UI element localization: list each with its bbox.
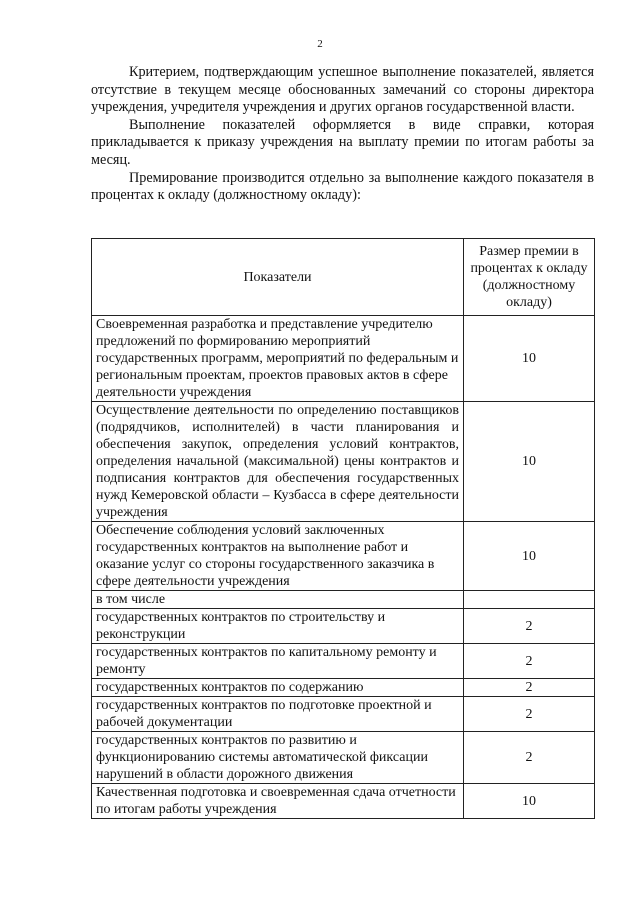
indicator-cell: государственных контрактов по развитию и функционированию системы автоматической фиксации нарушений в области дорожного движения [92,732,464,784]
value-cell: 2 [464,609,595,644]
indicator-cell: в том числе [92,591,464,609]
indicator-cell: государственных контрактов по подготовке проектной и рабочей документации [92,697,464,732]
table-row [92,522,595,591]
value-cell: 2 [464,732,595,784]
value-cell [464,591,595,609]
table-row [92,402,595,522]
value-cell: 10 [464,402,595,522]
indicator-cell: Своевременная разработка и представление учредителю предложений по формированию мероприятий государственных программ, мероприятий по федеральным и региональным проектам, проектов правовых актов в сфере деятельности учреждения [92,316,464,402]
paragraph-certificate: Выполнение показателей оформляется в виде справки, которая прикладывается к приказу учреждения на выплату премии по итогам работы за месяц. [91,116,594,168]
indicator-cell: Обеспечение соблюдения условий заключенных государственных контрактов на выполнение работ и оказание услуг со стороны государственного заказчика в сфере деятельности учреждения [92,522,464,591]
indicator-cell: государственных контрактов по строительству и реконструкции [92,609,464,644]
header-bonus-size: Размер премии в процентах к окладу (должностному окладу) [464,239,595,316]
table-row [92,644,595,679]
table-row [92,316,595,402]
value-cell: 2 [464,697,595,732]
table-row [92,732,595,784]
table-header-row [92,239,595,316]
table-row [92,784,595,819]
indicator-cell: государственных контрактов по содержанию [92,679,464,697]
table-row [92,697,595,732]
table-row [92,609,595,644]
bonus-table [91,238,595,819]
body-text [91,64,594,205]
value-cell: 2 [464,679,595,697]
indicator-cell: Осуществление деятельности по определению поставщиков (подрядчиков, исполнителей) в части планирования и обеспечения закупок, определения условий контрактов, определения начальной (максимальной) цены контрактов и подписания контрактов для обеспечения государственных нужд Кемеровской области – Кузбасса в сфере деятельности учреждения [92,402,464,522]
value-cell: 10 [464,316,595,402]
value-cell: 2 [464,644,595,679]
page-number: 2 [317,38,323,50]
value-cell: 10 [464,522,595,591]
table-row [92,591,595,609]
table-row [92,679,595,697]
value-cell: 10 [464,784,595,819]
indicator-cell: Качественная подготовка и своевременная сдача отчетности по итогам работы учреждения [92,784,464,819]
paragraph-bonus: Премирование производится отдельно за выполнение каждого показателя в процентах к окладу (должностному окладу): [91,169,594,204]
indicator-cell: государственных контрактов по капитальному ремонту и ремонту [92,644,464,679]
header-indicators: Показатели [92,239,464,316]
paragraph-criterion: Критерием, подтверждающим успешное выполнение показателей, является отсутствие в текущем месяце обоснованных замечаний со стороны директора учреждения, учредителя учреждения и других органов государственной власти. [91,64,594,116]
